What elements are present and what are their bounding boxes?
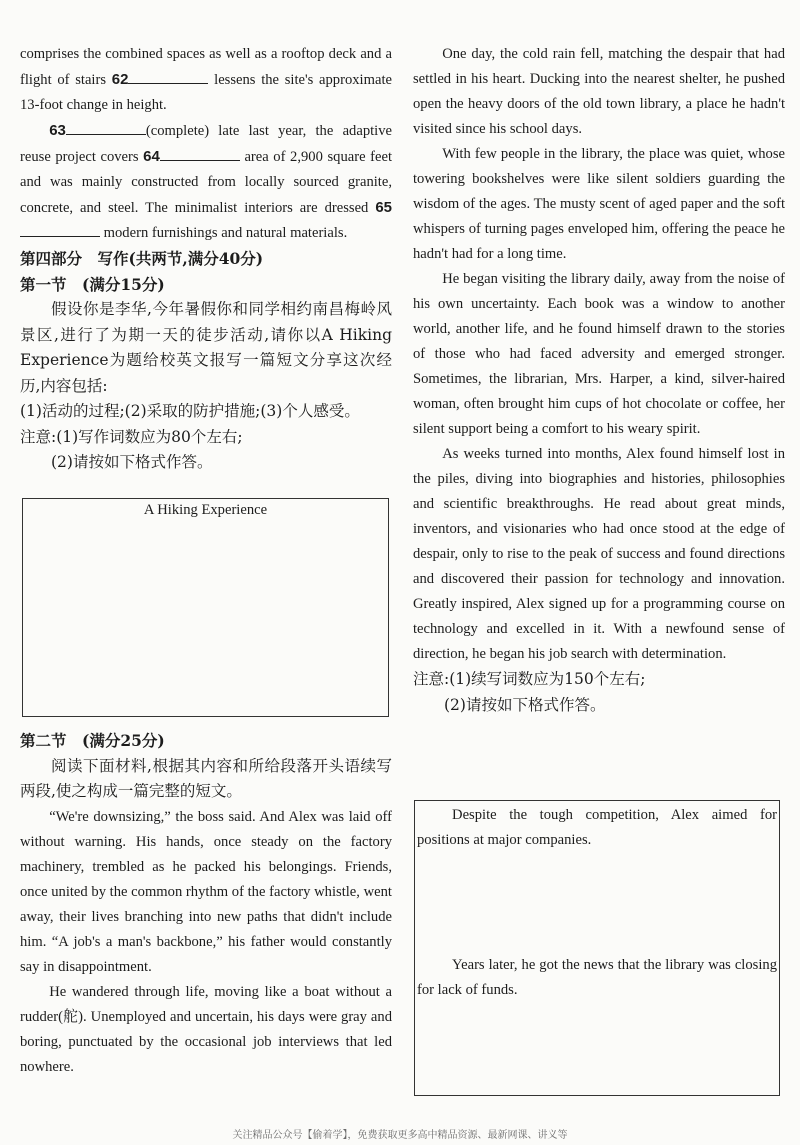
blank-number: 63 bbox=[49, 122, 66, 139]
story-paragraph: One day, the cold rain fell, matching the despair that had settled in his heart. Ducking into the nearest shelter, he pushed open the heavy doors of the old town library, a place he hadn't visited since his school days. bbox=[413, 46, 785, 137]
answer-blank bbox=[160, 146, 240, 161]
right-column bbox=[413, 42, 785, 718]
task-prompt: 阅读下面材料,根据其内容和所给段落开头语续写两段,使之构成一篇完整的短文。 bbox=[20, 756, 392, 800]
section-heading: 第四部分 写作(共两节,满分40分) bbox=[20, 249, 264, 268]
passage-text: (complete) late last year, the adaptive reuse project covers bbox=[20, 123, 392, 165]
subsection-heading: 第二节 (满分25分) bbox=[20, 731, 165, 750]
blank-number: 62 bbox=[111, 71, 129, 88]
answer-blank bbox=[66, 120, 146, 135]
passage-text: modern furnishings and natural materials. bbox=[103, 225, 348, 241]
passage-paragraph bbox=[20, 42, 392, 118]
story-paragraph: With few people in the library, the place was quiet, whose towering bookshelves were like silent soldiers guarding the wisdom of the ages. The musty scent of aged paper and the soft whispers of turning pages enveloped him, offering the peace he hadn't had for a long time. bbox=[413, 146, 785, 262]
essay-title: A Hiking Experience bbox=[143, 502, 268, 518]
story-paragraph: “We're downsizing,” the boss said. And Alex was laid off without warning. His hands, once steady on the factory machinery, trembled as he packed his belongings. Friends, once united by the common rhythm of the factory whistle, went away, their lives branching into new paths that didn't include him. “A job's a man's backbone,” his father would constantly say in disappointment. bbox=[20, 808, 392, 975]
blank-number: 65 bbox=[375, 199, 392, 216]
task-prompt: 假设你是李华,今年暑假你和同学相约南昌梅岭风景区,进行了为期一天的徒步活动,请你以A Hiking Experience为题给校英文报写一篇短文分享这次经历,内容包括: bbox=[20, 300, 392, 395]
continuation-answer-box[interactable] bbox=[414, 800, 780, 1096]
page-footer: 关注精品公众号【偷着学】，免费获取更多高中精品资源、最新网课、讲义等 bbox=[232, 1130, 568, 1141]
answer-blank bbox=[128, 69, 208, 84]
left-column-lower bbox=[20, 728, 392, 1080]
task-note: 注意:(1)写作词数应为80个左右; bbox=[20, 427, 243, 446]
task-note: (2)请按如下格式作答。 bbox=[51, 453, 213, 471]
task-items: (1)活动的过程;(2)采取的防护措施;(3)个人感受。 bbox=[20, 402, 360, 420]
subsection-heading: 第一节 (满分15分) bbox=[20, 274, 165, 294]
passage-text: lessens the site's approximate 13-foot change in height. bbox=[20, 72, 392, 113]
passage-text: area of 2,900 square feet and was mainly constructed from locally sourced granite, concrete, and steel. The minimalist interiors are dressed bbox=[20, 149, 392, 216]
passage-text: comprises the combined spaces as well as a rooftop deck and a flight of stairs bbox=[20, 46, 392, 88]
paragraph-opener: Years later, he got the news that the library was closing for lack of funds. bbox=[417, 957, 777, 998]
writing-answer-box[interactable] bbox=[22, 498, 389, 717]
story-paragraph: He began visiting the library daily, away from the noise of his own uncertainty. Each book was a window to another world, another life, and he found himself drawn to the stories of those who had faced adversity and emerged stronger. Sometimes, the librarian, Mrs. Harper, a kind, silver-haired woman, often brought him cups of hot chocolate or coffee, her silent support being a comfort to his weary spirit. bbox=[413, 271, 785, 437]
passage-paragraph bbox=[20, 118, 392, 246]
answer-blank bbox=[20, 222, 100, 237]
story-paragraph: As weeks turned into months, Alex found himself lost in the piles, diving into biographies and histories, philosophies and scientific breakthroughs. He read about great minds, inventors, and visionaries who had once stood at the edge of despair, only to rise to the peak of success and found directions and discovered their passion for technology and innovation. Greatly inspired, Alex signed up for a programming course on technology and excelled in it. With a newfound sense of direction, he began his job search with determination. bbox=[413, 446, 785, 662]
left-column bbox=[20, 42, 392, 476]
story-paragraph: He wandered through life, moving like a boat without a rudder(舵). Unemployed and uncertain, his days were gray and boring, punctuated by the occasional job interviews that led nowhere. bbox=[20, 983, 392, 1075]
task-note: (2)请按如下格式作答。 bbox=[444, 695, 606, 714]
task-note: 注意:(1)续写词数应为150个左右; bbox=[413, 670, 646, 688]
paragraph-opener: Despite the tough competition, Alex aimed for positions at major companies. bbox=[417, 807, 777, 848]
blank-number: 64 bbox=[143, 148, 160, 165]
